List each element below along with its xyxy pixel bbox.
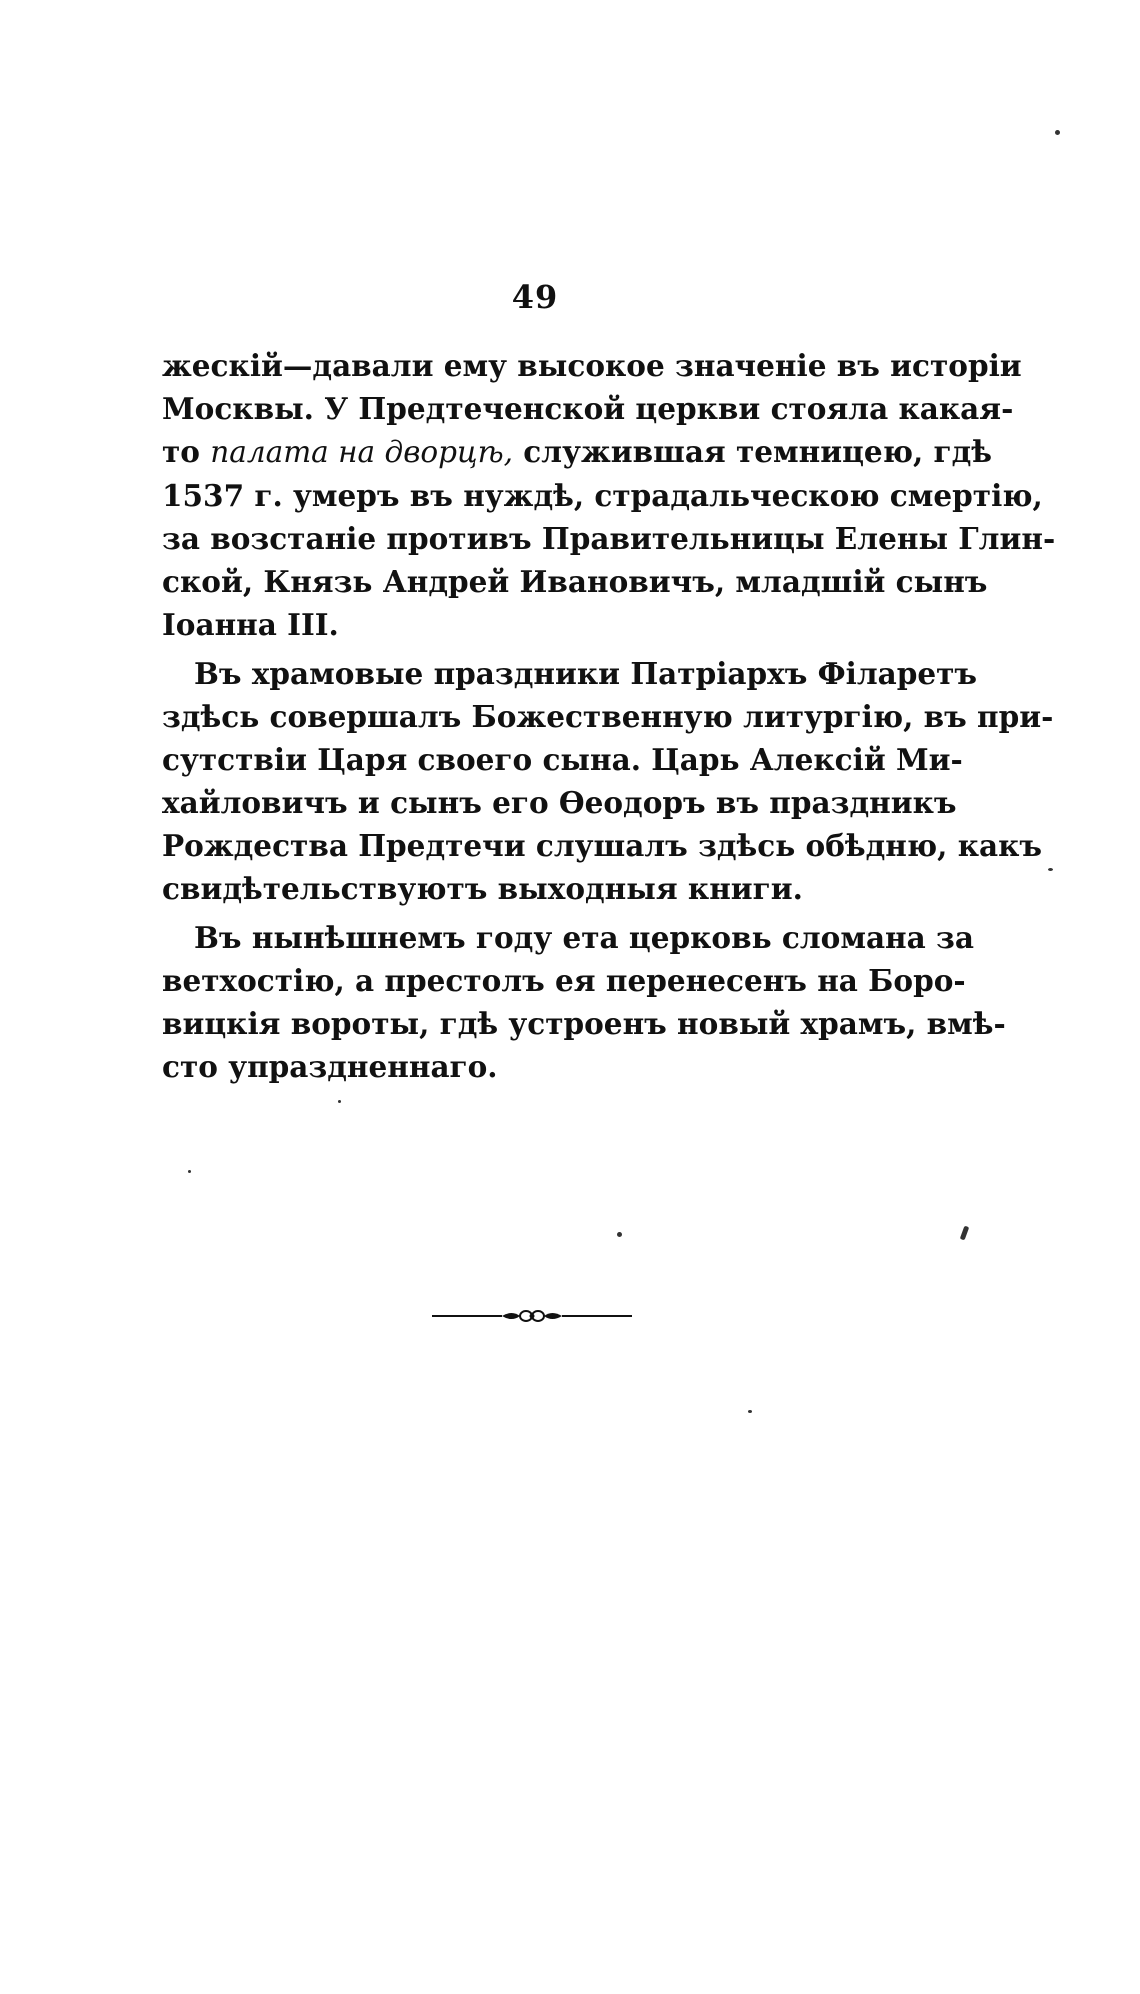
text-line: Въ храмовые праздники Патріархъ Філаретъ — [194, 656, 978, 691]
text-line: свидѣтельствуютъ выходныя книги. — [162, 871, 803, 906]
body-text — [162, 344, 1056, 1094]
text-line: Въ нынѣшнемъ году ета церковь сломана за — [194, 920, 974, 955]
text-line: жескій—давали ему высокое значеніе въ исторіи — [162, 348, 1022, 383]
text-line: Іоанна III. — [162, 607, 339, 642]
speck — [188, 1170, 191, 1173]
text-line: хайловичъ и сынъ его Ѳеодоръ въ праздникъ — [162, 785, 957, 820]
speck — [748, 1410, 752, 1413]
speck — [960, 1226, 969, 1241]
speck — [1055, 130, 1060, 135]
speck — [617, 1232, 622, 1237]
text-line: ской, Князь Андрей Ивановичъ, младшій сынъ — [162, 564, 988, 599]
text-line: 1537 г. умеръ въ нуждѣ, страдальческою смертію, — [162, 478, 1043, 513]
text-line: сутствіи Царя своего сына. Царь Алексій Ми- — [162, 742, 963, 777]
text-line: сто упраздненнаго. — [162, 1049, 498, 1084]
ornament-divider — [432, 1304, 632, 1328]
text-line: вицкія вороты, гдѣ устроенъ новый храмъ, вмѣ- — [162, 1006, 1006, 1041]
text-line: Москвы. У Предтеченской церкви стояла какая- — [162, 391, 1014, 426]
paragraph-3 — [162, 916, 1006, 1088]
text-line: здѣсь совершалъ Божественную литургію, въ при- — [162, 699, 1054, 734]
text-line: за возстаніе противъ Правительницы Елены Глин- — [162, 521, 1056, 556]
paragraph-1 — [162, 344, 1056, 646]
text-line: то палата на дворцѣ, служившая темницею, гдѣ — [162, 434, 992, 469]
speck — [1048, 868, 1053, 871]
text-line: ветхостію, а престолъ ея перенесенъ на Боро- — [162, 963, 966, 998]
paragraph-2 — [162, 652, 1054, 910]
speck — [338, 1100, 341, 1103]
page-number: 49 — [511, 278, 559, 316]
text-line: Рождества Предтечи слушалъ здѣсь обѣдню, какъ — [162, 828, 1043, 863]
